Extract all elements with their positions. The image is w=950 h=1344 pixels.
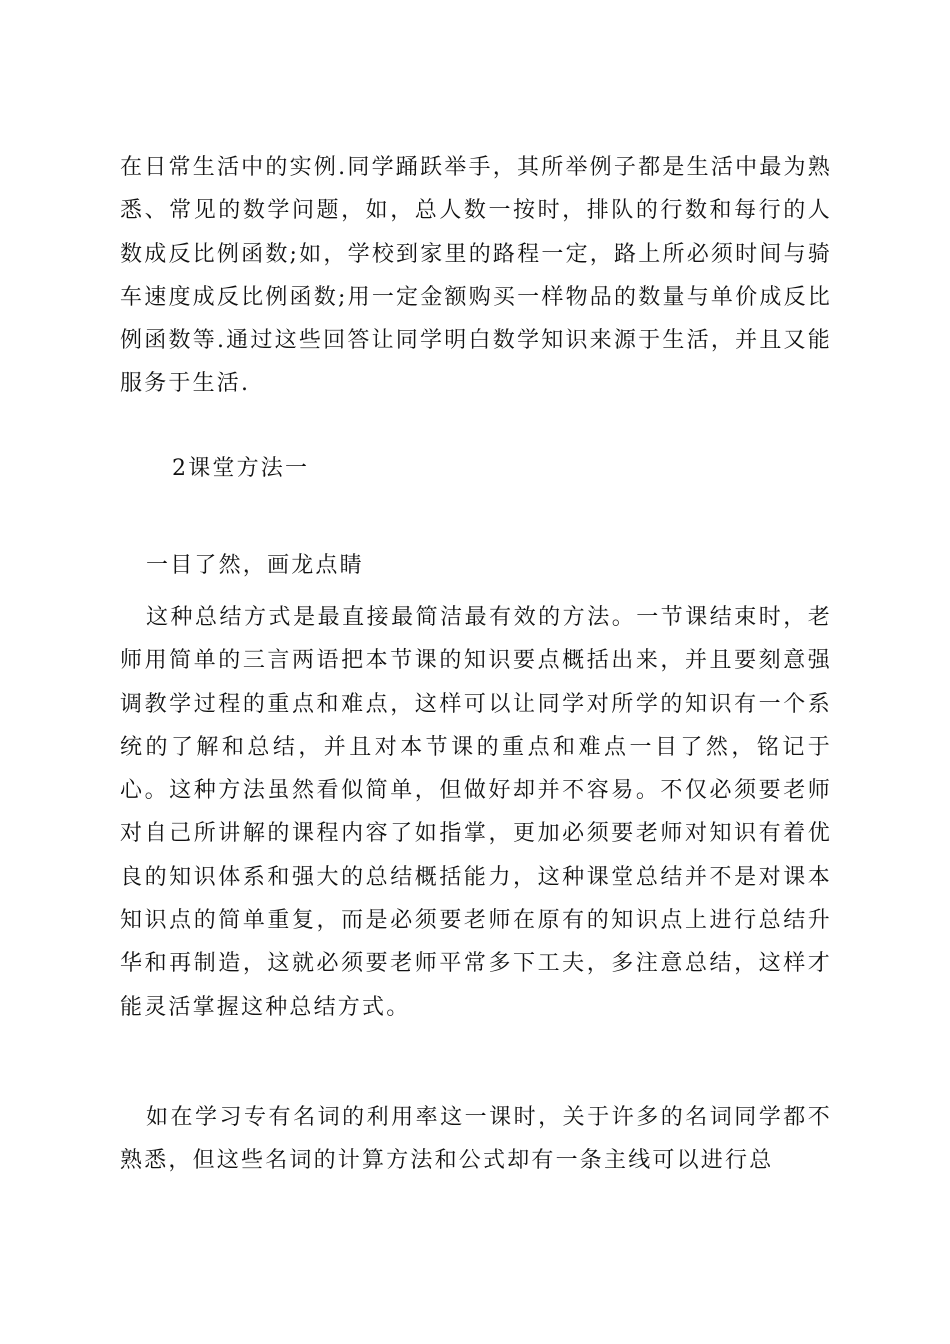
section-subheading: 一目了然，画龙点睛 bbox=[146, 553, 364, 578]
paragraph-summary-method: 这种总结方式是最直接最简洁最有效的方法。一节课结束时，老师用简单的三言两语把本节课的知识要点概括出来，并且要刻意强调教学过程的重点和难点，这样可以让同学对所学的知识有一个系统的了解和总结，并且对本节课的重点和难点一目了然，铭记于心。这种方法虽然看似简单，但做好却并不容易。不仅必须要老师对自己所讲解的课程内容了如指掌，更加必须要老师对知识有着优良的知识体系和强大的总结概括能力，这种课堂总结并不是对课本知识点的简单重复，而是必须要老师在原有的知识点上进行总结升华和再制造，这就必须要老师平常多下工夫，多注意总结，这样才能灵活掌握这种总结方式。 bbox=[120, 605, 832, 1020]
paragraph-real-life-examples: 在日常生活中的实例.同学踊跃举手，其所举例子都是生活中最为熟悉、常见的数学问题，如，总人数一按时，排队的行数和每行的人数成反比例函数;如，学校到家里的路程一定，路上所必须时间与骑车速度成反比例函数;用一定金额购买一样物品的数量与单价成反比例函数等.通过这些回答让同学明白数学知识来源于生活，并且又能服务于生活. bbox=[120, 155, 832, 397]
paragraph-example-lesson: 如在学习专有名词的利用率这一课时，关于许多的名词同学都不熟悉，但这些名词的计算方法和公式却有一条主线可以进行总 bbox=[120, 1105, 832, 1174]
section-heading: 2课堂方法一 bbox=[172, 456, 310, 481]
